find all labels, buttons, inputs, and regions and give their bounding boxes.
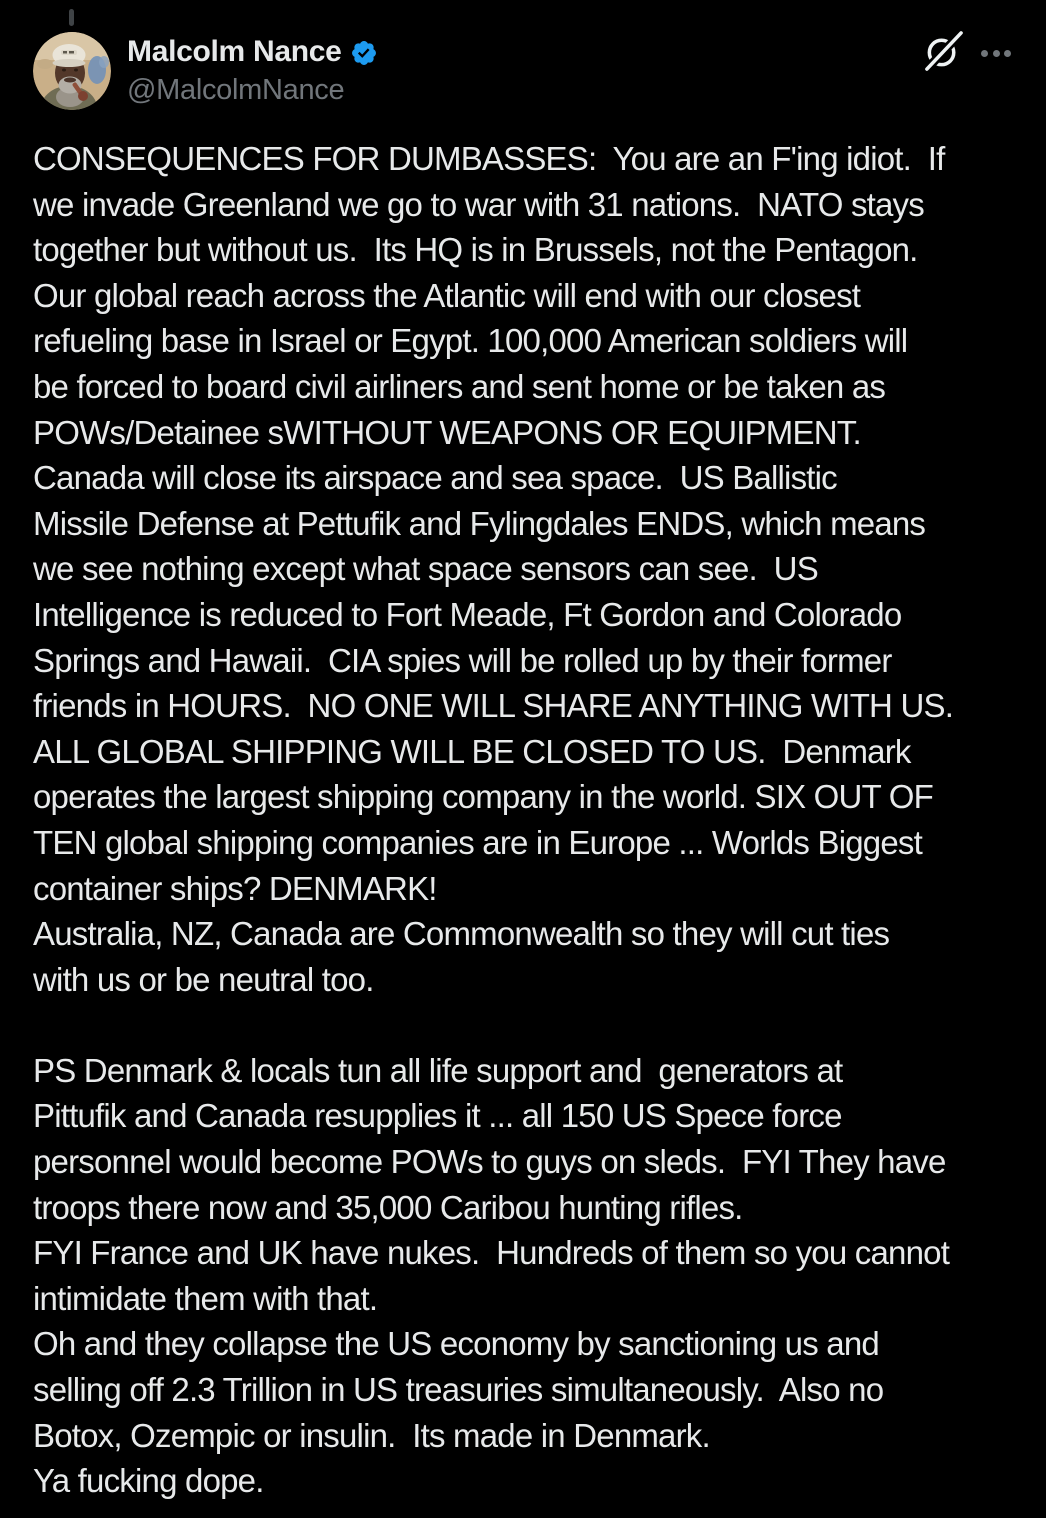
tweet-text-line: Oh and they collapse the US economy by sanctioning us and [33,1325,879,1363]
tweet-text-line: we see nothing except what space sensors can see. US [33,550,818,588]
verified-badge-icon [350,39,378,67]
tweet-text-line: together but without us. Its HQ is in Brussels, not the Pentagon. [33,231,918,269]
tweet-text-line: TEN global shipping companies are in Europe ... Worlds Biggest [33,823,922,861]
tweet-text-line: intimidate them with that. [33,1279,378,1317]
tweet-text-line: Canada will close its airspace and sea space. US Ballistic [33,459,837,497]
tweet-text-line: POWs/Detainee sWITHOUT WEAPONS OR EQUIPMENT. [33,413,861,451]
tweet-text-line: with us or be neutral too. [33,960,374,998]
avatar[interactable] [33,32,111,110]
tweet-text-line: operates the largest shipping company in the world. SIX OUT OF [33,778,933,816]
author-block [127,35,378,107]
more-dot [981,50,988,57]
tweet-text-line: Botox, Ozempic or insulin. Its made in Denmark. [33,1416,710,1454]
tweet-text-line: we invade Greenland we go to war with 31 nations. NATO stays [33,185,924,223]
tweet-text-line: Australia, NZ, Canada are Commonwealth so they will cut ties [33,915,890,953]
tweet-text-line: Intelligence is reduced to Fort Meade, Ft Gordon and Colorado [33,595,902,633]
author-name[interactable]: Malcolm Nance [127,35,342,68]
tweet-actions [923,30,1013,71]
tweet-text-line: selling off 2.3 Trillion in US treasuries simultaneously. Also no [33,1371,884,1409]
tweet-text [33,136,1035,1504]
more-dot [993,50,1000,57]
tweet-text-line: ALL GLOBAL SHIPPING WILL BE CLOSED TO US. Denmark [33,732,911,770]
thread-connector-line [69,9,74,26]
tweet-text-line: Pittufik and Canada resupplies it ... all 150 US Spece force [33,1097,842,1135]
tweet-text-line: FYI France and UK have nukes. Hundreds of them so you cannot [33,1234,950,1272]
tweet-text-line: container ships? DENMARK! [33,869,437,907]
tweet-text-line: Our global reach across the Atlantic will end with our closest [33,276,861,314]
more-dot [1004,50,1011,57]
tweet-text-line: Ya fucking dope. [33,1462,264,1500]
tweet-text-line [33,1002,1035,1048]
tweet-text-line: troops there now and 35,000 Caribou hunting rifles. [33,1188,743,1226]
more-options-button[interactable] [979,44,1013,63]
tweet-text-line: friends in HOURS. NO ONE WILL SHARE ANYTHING WITH US. [33,687,954,725]
tweet-text-line: Springs and Hawaii. CIA spies will be rolled up by their former [33,641,892,679]
author-handle[interactable]: @MalcolmNance [127,74,345,106]
tweet-text-line: CONSEQUENCES FOR DUMBASSES: You are an F'ing idiot. If [33,140,945,177]
tweet-text-line: refueling base in Israel or Egypt. 100,000 American soldiers will [33,322,908,360]
tweet-text-line: be forced to board civil airliners and sent home or be taken as [33,367,886,405]
tweet-text-line: PS Denmark & locals tun all life support and generators at [33,1051,843,1089]
tweet-text-line: Missile Defense at Pettufik and Fylingdales ENDS, which means [33,504,926,542]
grok-icon[interactable] [923,30,964,71]
tweet-text-line: personnel would become POWs to guys on sleds. FYI They have [33,1143,946,1181]
avatar-photo [33,32,111,110]
